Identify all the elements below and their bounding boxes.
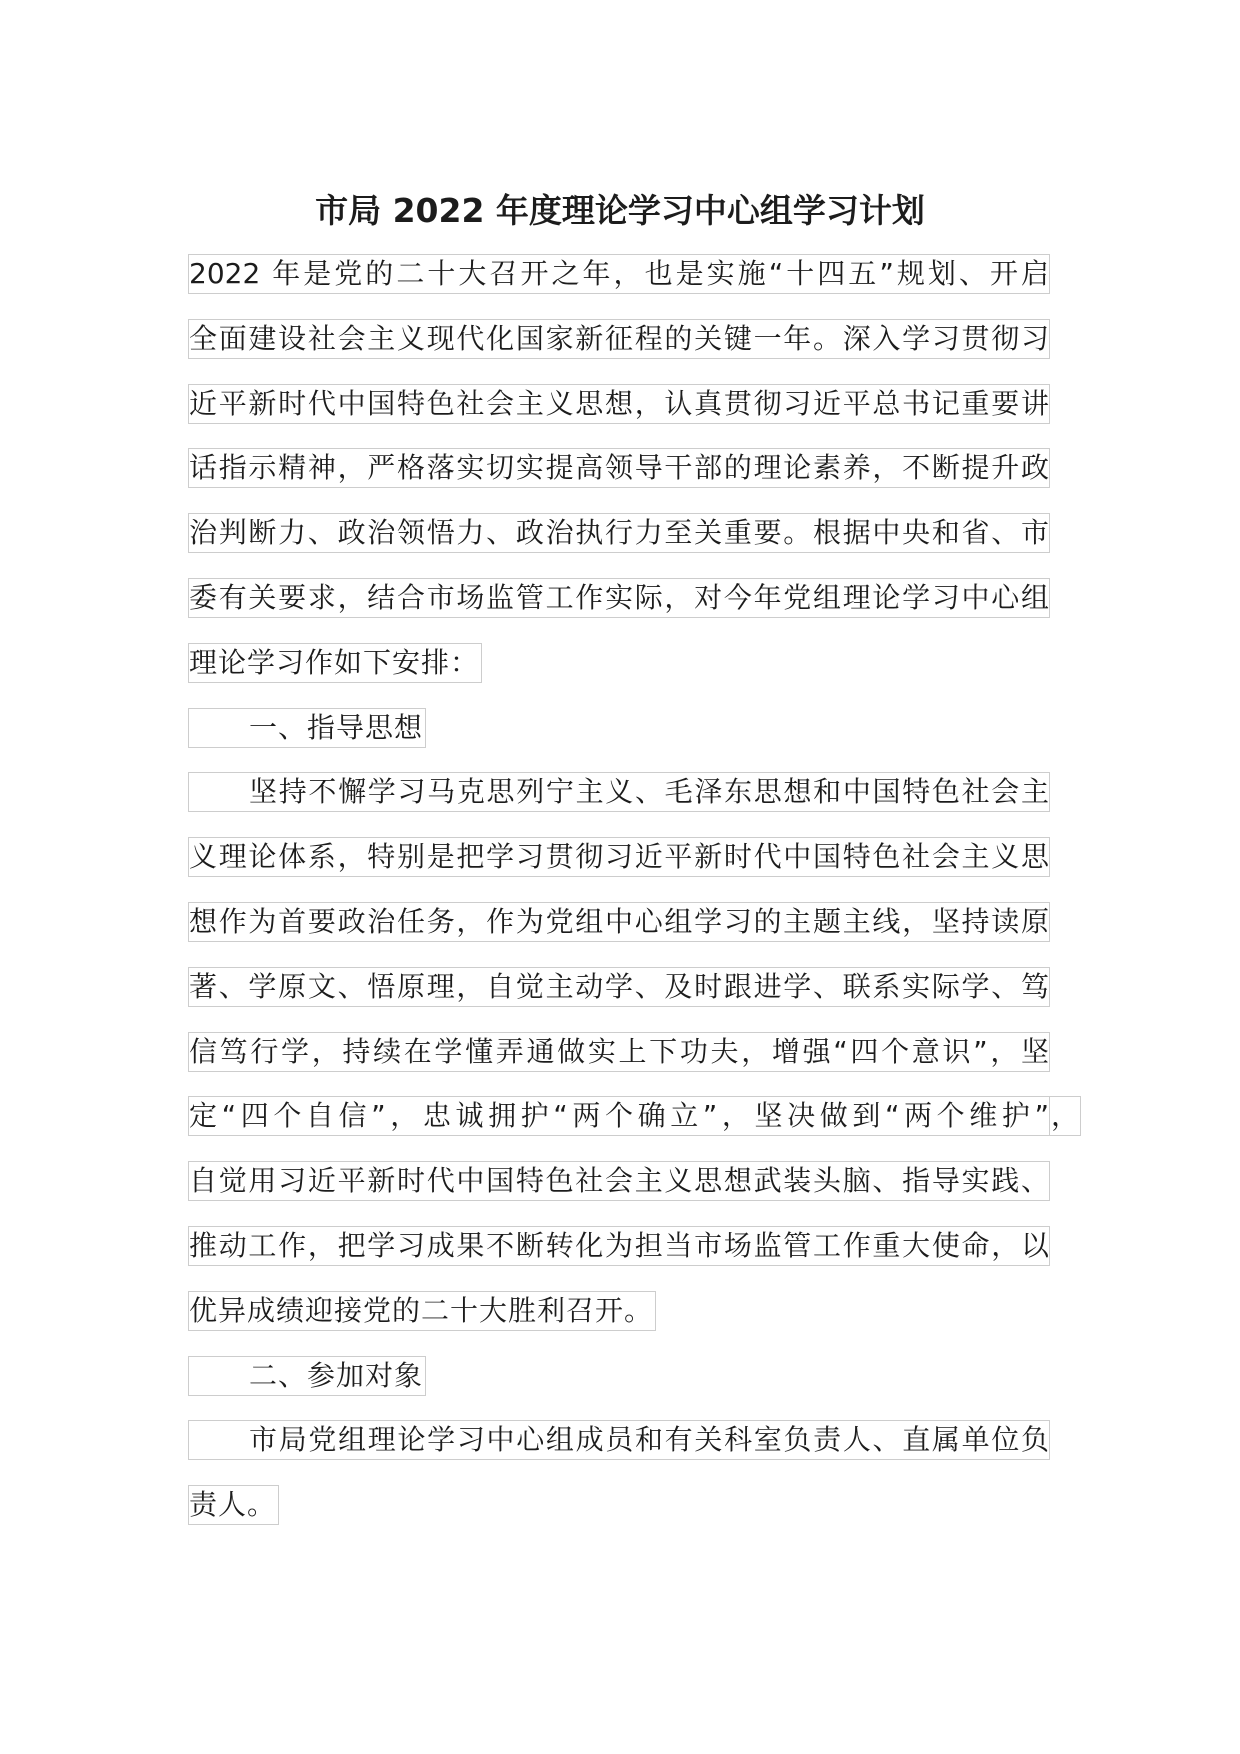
text-line-tail: ，	[1050, 1096, 1081, 1136]
text-row	[188, 254, 1128, 294]
text-line: 自觉用习近平新时代中国特色社会主义思想武装头脑、指导实践、	[188, 1161, 1050, 1201]
text-row	[188, 1485, 1128, 1525]
text-row	[188, 578, 1128, 618]
section-heading-row	[188, 1356, 1128, 1396]
text-line: 2022 年是党的二十大召开之年，也是实施“十四五”规划、开启	[188, 254, 1050, 294]
text-line: 坚持不懈学习马克思列宁主义、毛泽东思想和中国特色社会主	[188, 772, 1050, 812]
text-line: 推动工作，把学习成果不断转化为担当市场监管工作重大使命，以	[188, 1226, 1050, 1266]
text-row	[188, 902, 1128, 942]
text-row	[188, 384, 1128, 424]
text-line: 委有关要求，结合市场监管工作实际，对今年党组理论学习中心组	[188, 578, 1050, 618]
text-line: 信笃行学，持续在学懂弄通做实上下功夫，增强“四个意识”，坚	[188, 1032, 1050, 1072]
text-row	[188, 772, 1128, 812]
section-heading-row	[188, 708, 1128, 748]
section-heading: 一、指导思想	[188, 708, 426, 748]
text-line: 话指示精神，严格落实切实提高领导干部的理论素养，不断提升政	[188, 448, 1050, 488]
document-title: 市局 2022 年度理论学习中心组学习计划	[315, 191, 925, 230]
text-line: 市局党组理论学习中心组成员和有关科室负责人、直属单位负	[188, 1420, 1050, 1460]
text-row	[188, 319, 1128, 359]
text-row	[188, 1226, 1128, 1266]
text-row	[188, 1291, 1128, 1331]
text-line: 优异成绩迎接党的二十大胜利召开。	[188, 1291, 656, 1331]
text-line: 理论学习作如下安排：	[188, 643, 482, 683]
text-line: 想作为首要政治任务，作为党组中心组学习的主题主线，坚持读原	[188, 902, 1050, 942]
text-row	[188, 448, 1128, 488]
text-line: 著、学原文、悟原理，自觉主动学、及时跟进学、联系实际学、笃	[188, 967, 1050, 1007]
section-heading: 二、参加对象	[188, 1356, 426, 1396]
text-line: 义理论体系，特别是把学习贯彻习近平新时代中国特色社会主义思	[188, 837, 1050, 877]
text-line: 责人。	[188, 1485, 279, 1525]
text-line: 近平新时代中国特色社会主义思想，认真贯彻习近平总书记重要讲	[188, 384, 1050, 424]
text-row	[188, 1032, 1128, 1072]
document-body	[188, 254, 1128, 1550]
text-row	[188, 1096, 1128, 1136]
text-row	[188, 643, 1128, 683]
text-row	[188, 1420, 1128, 1460]
text-line: 全面建设社会主义现代化国家新征程的关键一年。深入学习贯彻习	[188, 319, 1050, 359]
text-line: 治判断力、政治领悟力、政治执行力至关重要。根据中央和省、市	[188, 513, 1050, 553]
text-row	[188, 513, 1128, 553]
text-row	[188, 967, 1128, 1007]
text-row	[188, 837, 1128, 877]
text-line: 定“四个自信”，忠诚拥护“两个确立”，坚决做到“两个维护”	[188, 1096, 1050, 1136]
text-row	[188, 1161, 1128, 1201]
